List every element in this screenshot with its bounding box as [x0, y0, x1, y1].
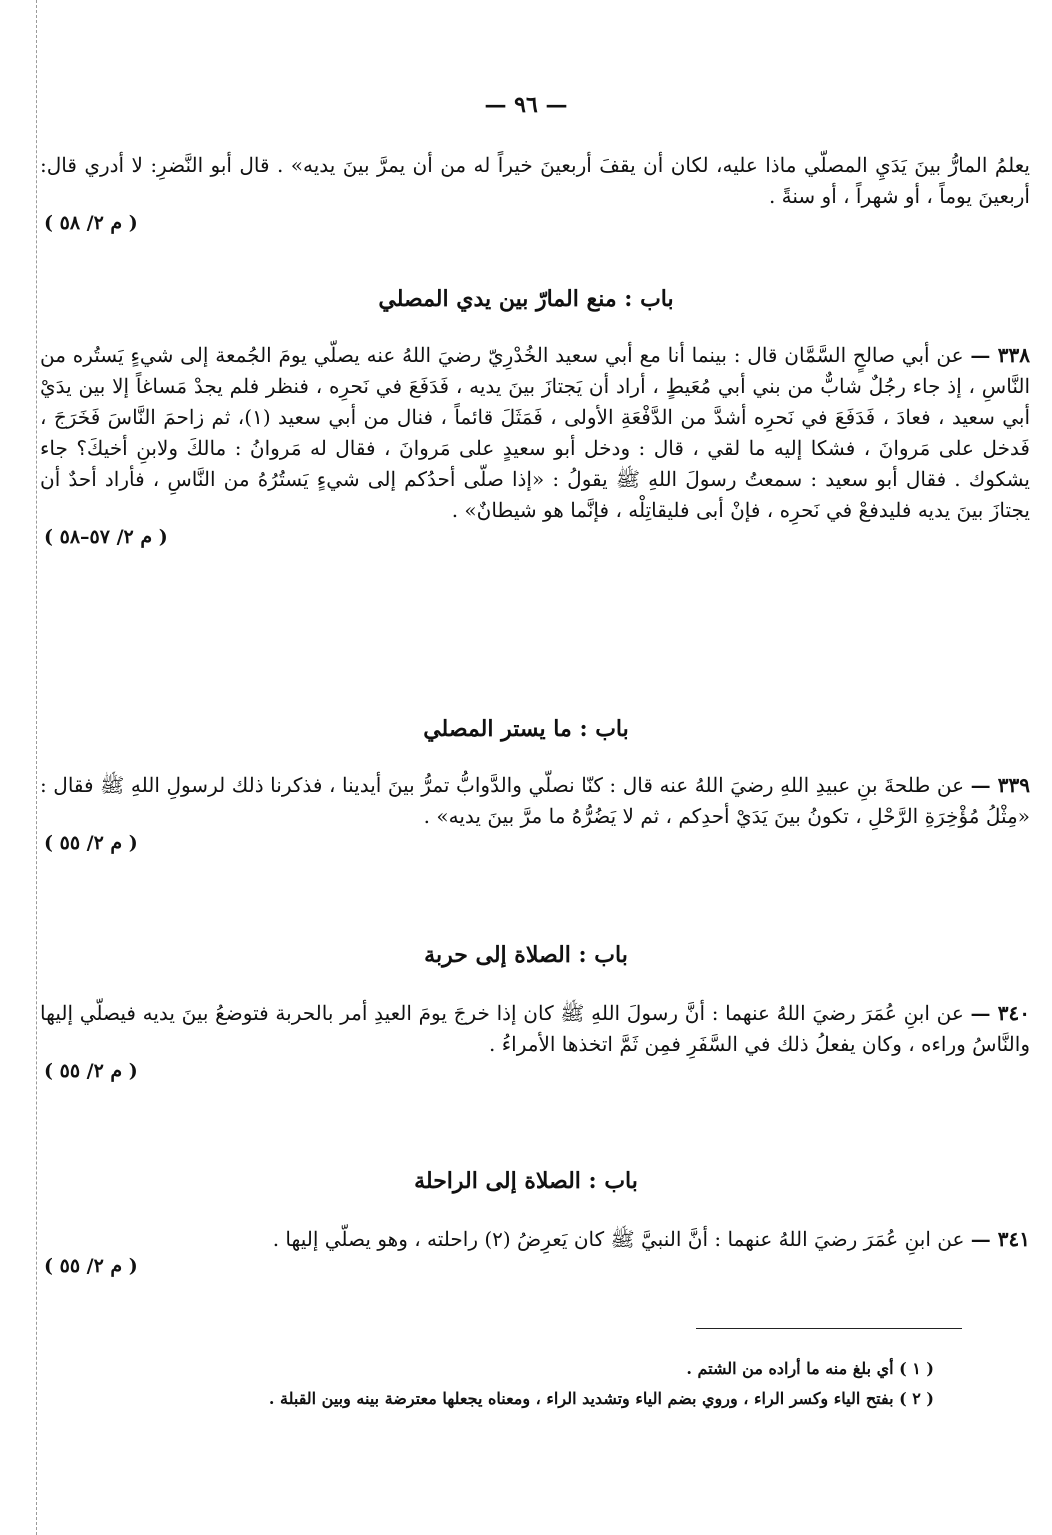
hadith-text: عن ابنِ عُمَرَ رضيَ اللهُ عنهما : أنَّ النبيَّ ﷺ كان يَعرِضُ (٢) راحلته ، وهو يصلّي إليها . [272, 1227, 965, 1251]
hadith-341 [40, 1224, 1030, 1279]
chapter-heading-2: باب : ما يستر المصلي [423, 716, 629, 742]
footnote-1: ( ١ ) أي بلغ منه ما أراده من الشتم . [686, 1359, 934, 1378]
chapter-heading-4: باب : الصلاة إلى الراحلة [414, 1168, 638, 1194]
hadith-number: ٣٣٩ — [970, 773, 1031, 797]
intro-paragraph [40, 150, 1030, 236]
hadith-340 [40, 998, 1030, 1084]
page-number: — ٩٦ — [484, 92, 568, 118]
footnote-divider [696, 1328, 962, 1329]
source-reference: ( م ٢/ ٥٧–٥٨ ) [44, 526, 168, 548]
hadith-338 [40, 340, 1030, 550]
hadith-text: عن أبي صالحٍ السَّمَّان قال : بينما أنا مع أبي سعيد الخُدْرِيّ رضيَ اللهُ عنه يصلّي يومَ الجُمعة إلى شيءٍ يَستُره من النَّاسِ ، إذ جاء رجُلٌ شابٌّ من بني أبي مُعَيطٍ ، أراد أن يَجتازَ بينَ يديه ، فَدَفَعَ في نَحرِه ، فنظر فلم يجدْ مَساغاً إلا بين يدَيْ أبي سعيد ، فعادَ ، فَدَفَعَ في نَحرِه أشدَّ من الدَّفْعَةِ الأولى ، فَمَثَلَ قائماً ، فنال من أبي سعيد (١)، ثم زاحمَ النَّاسَ فَخَرَجَ ، فَدخل على مَروانَ ، فشكا إليه ما لقي ، قال : ودخل أبو سعيدٍ على مَروانَ ، فقال له مَروانُ : مالكَ ولابنِ أخيكَ؟ جاء يشكوك . فقال أبو سعيد : سمعتُ رسولَ اللهِ ﷺ يقولُ : «إذا صلّى أحدُكم إلى شيءٍ يَستُرُهُ من النَّاسِ ، فأراد أحدٌ أن يجتازَ بينَ يديه فليدفعْ في نَحرِه ، فإنْ أبى فليقاتِلْه ، فإنَّما هو شيطانٌ» . [40, 343, 1031, 522]
source-reference: ( م ٢/ ٥٥ ) [44, 832, 138, 854]
hadith-number: ٣٤٠ — [970, 1001, 1031, 1025]
hadith-number: ٣٤١ — [970, 1227, 1030, 1251]
source-reference: ( م ٢/ ٥٥ ) [44, 1255, 138, 1277]
source-reference: ( م ٢/ ٥٨ ) [44, 212, 138, 234]
hadith-text: عن ابنِ عُمَرَ رضيَ اللهُ عنهما : أنَّ رسولَ اللهِ ﷺ كان إذا خرجَ يومَ العيدِ أمر بالحربة فتوضعُ بينَ يديه فيصلّي إليها والنَّاسُ وراءه ، وكان يفعلُ ذلك في السَّفَرِ فمِن ثَمَّ اتخذها الأمراءُ . [40, 1001, 1030, 1056]
chapter-heading-3: باب : الصلاة إلى حربة [424, 942, 628, 968]
hadith-339 [40, 770, 1030, 856]
page-edge-line [36, 0, 37, 1535]
hadith-text: عن طلحةَ بنِ عبيدِ اللهِ رضيَ اللهُ عنه قال : كنّا نصلّي والدَّوابُّ تمرُّ بينَ أيدينا ، فذكرنا ذلك لرسولِ اللهِ ﷺ فقال : «مِثْلُ مُؤْخِرَةِ الرَّحْلِ ، تكونُ بينَ يَدَيْ أحدِكم ، ثم لا يَضُرُّهُ ما مرَّ بينَ يديه» . [40, 773, 1030, 828]
footnote-2: ( ٢ ) بفتح الياء وكسر الراء ، وروي بضم الياء وتشديد الراء ، ومعناه يجعلها معترضة بينه وبين القبلة . [268, 1389, 934, 1408]
chapter-heading-1: باب : منع المارّ بين يدي المصلي [378, 286, 674, 312]
hadith-number: ٣٣٨ — [970, 343, 1030, 367]
paragraph-text: يعلمُ المارُّ بينَ يَدَيِ المصلّي ماذا عليه، لكان أن يقفَ أربعينَ خيراً له من أن يمرَّ بينَ يديه» . قال أبو النَّضرِ: لا أدري قال: أربعينَ يوماً ، أو شهراً ، أو سنةً . [40, 153, 1030, 208]
footnotes [40, 1354, 934, 1414]
source-reference: ( م ٢/ ٥٥ ) [44, 1060, 138, 1082]
